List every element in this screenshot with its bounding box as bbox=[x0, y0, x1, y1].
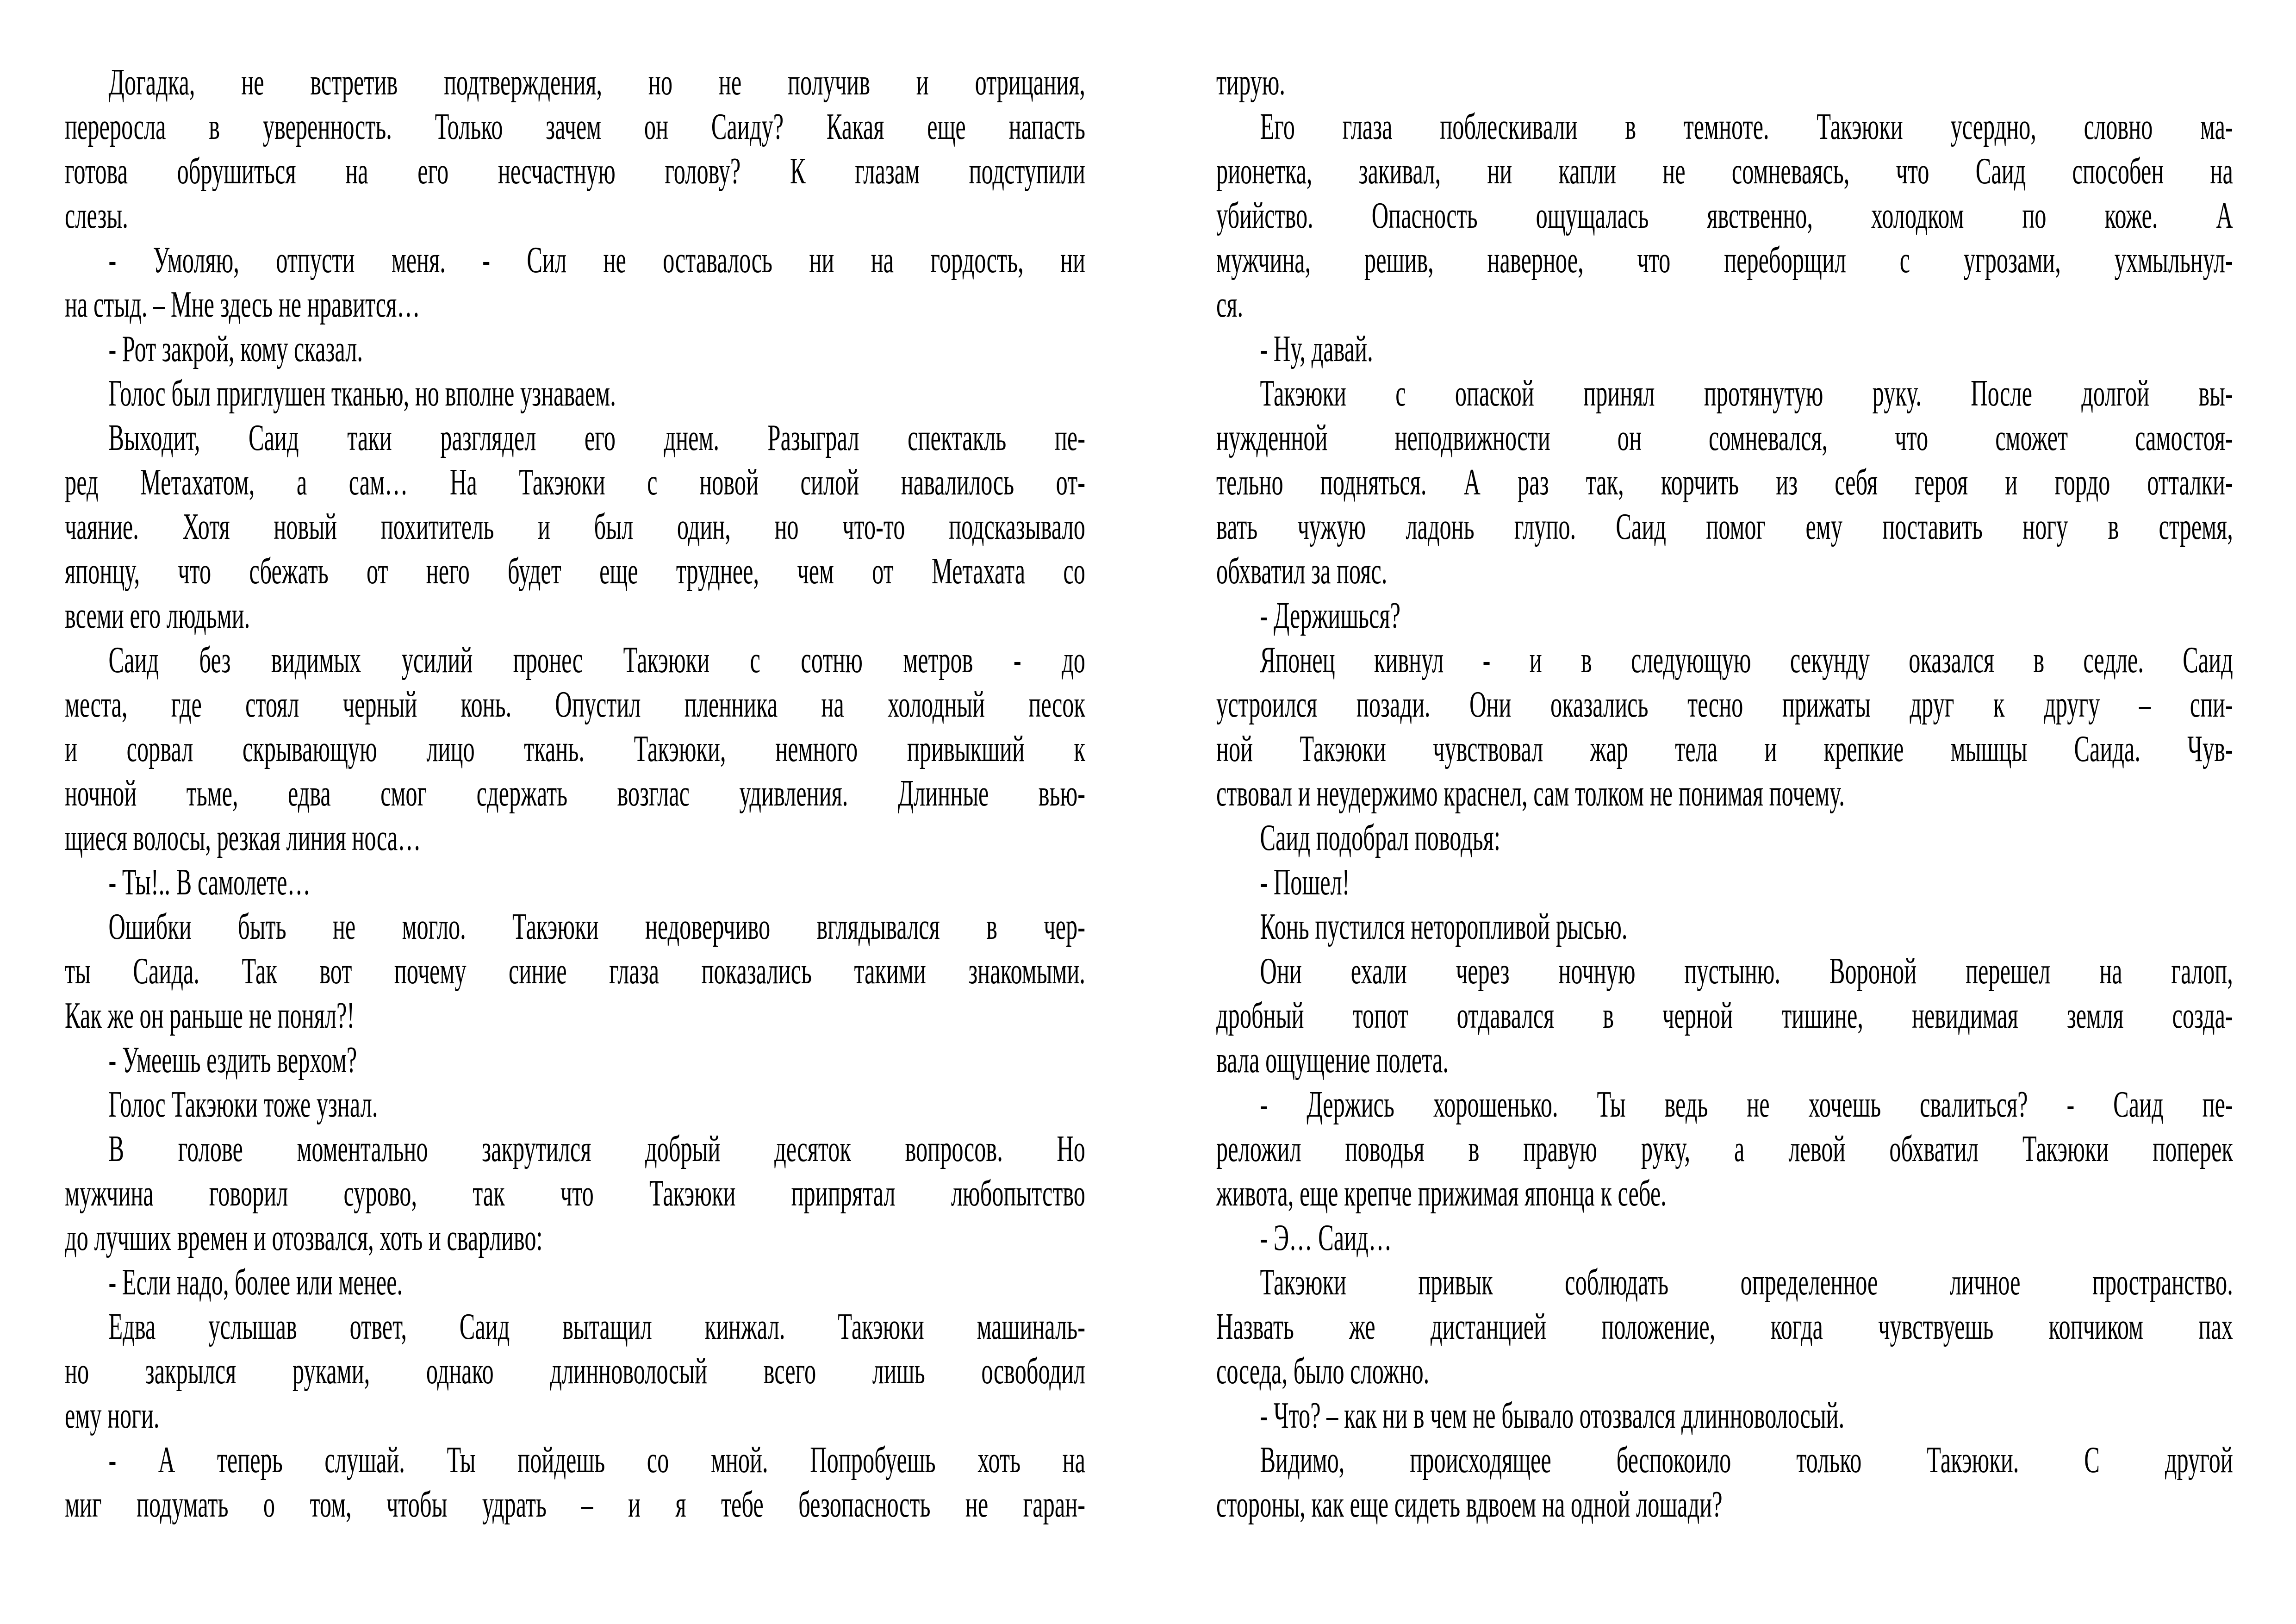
text-line: слезы. bbox=[65, 195, 128, 236]
text-line: Видимо, происходящее беспокоило только Такэюки. С другой bbox=[1260, 1440, 2233, 1480]
text-line: мужчина, решив, наверное, что переборщил с угрозами, ухмыльнул- bbox=[1216, 240, 2233, 281]
text-line: устроился позади. Они оказались тесно прижаты друг к другу – спи- bbox=[1216, 684, 2233, 725]
text-line: чаяние. Хотя новый похититель и был один, но что-то подсказывало bbox=[65, 506, 1085, 547]
text-line: - Держись хорошенько. Ты ведь не хочешь свалиться? - Саид пе- bbox=[1260, 1084, 2233, 1125]
text-line: Ошибки быть не могло. Такэюки недоверчиво вглядывался в чер- bbox=[108, 906, 1085, 947]
text-line: мужчина говорил сурово, так что Такэюки припрятал любопытство bbox=[65, 1173, 1085, 1214]
text-line: - Если надо, более или менее. bbox=[108, 1262, 403, 1303]
text-line: тельно подняться. А раз так, корчить из себя героя и гордо отталки- bbox=[1216, 462, 2233, 503]
text-column-right bbox=[1216, 60, 2233, 1527]
text-line: - Умоляю, отпусти меня. - Сил не оставалось ни на гордость, ни bbox=[108, 240, 1085, 281]
text-line: миг подумать о том, чтобы удрать – и я тебе безопасность не гаран- bbox=[65, 1484, 1085, 1525]
text-line: Конь пустился неторопливой рысью. bbox=[1260, 906, 1628, 947]
text-line: до лучших времен и отозвался, хоть и сварливо: bbox=[65, 1218, 543, 1258]
text-line: на стыд. – Мне здесь не нравится… bbox=[65, 284, 420, 325]
text-line: Едва услышав ответ, Саид вытащил кинжал. Такэюки машиналь- bbox=[108, 1306, 1085, 1347]
text-line: рионетка, закивал, ни капли не сомневаясь, что Саид способен на bbox=[1216, 151, 2233, 192]
text-line: ной Такэюки чувствовал жар тела и крепкие мышцы Саида. Чув- bbox=[1216, 729, 2233, 769]
text-line: вала ощущение полета. bbox=[1216, 1040, 1449, 1081]
text-line: Его глаза поблескивали в темноте. Такэюки усердно, словно ма- bbox=[1260, 106, 2233, 147]
text-line: живота, еще крепче прижимая японца к себе. bbox=[1216, 1173, 1667, 1214]
text-line: и сорвал скрывающую лицо ткань. Такэюки, немного привыкший к bbox=[65, 729, 1085, 769]
text-line: но закрылся руками, однако длинноволосый всего лишь освободил bbox=[65, 1351, 1085, 1392]
text-line: тирую. bbox=[1216, 62, 1285, 103]
text-column-left bbox=[65, 60, 1085, 1527]
text-line: - А теперь слушай. Ты пойдешь со мной. Попробуешь хоть на bbox=[108, 1440, 1085, 1480]
text-line: ему ноги. bbox=[65, 1395, 160, 1436]
text-line: переросла в уверенность. Только зачем он Саиду? Какая еще напасть bbox=[65, 106, 1085, 147]
text-line: дробный топот отдавался в черной тишине, невидимая земля созда- bbox=[1216, 995, 2233, 1036]
text-line: всеми его людьми. bbox=[65, 595, 250, 636]
text-line: Такэюки привык соблюдать определенное личное пространство. bbox=[1260, 1262, 2233, 1303]
text-line: - Что? – как ни в чем не бывало отозвался длинноволосый. bbox=[1260, 1395, 1845, 1436]
text-line: готова обрушиться на его несчастную голову? К глазам подступили bbox=[65, 151, 1085, 192]
text-line: - Умеешь ездить верхом? bbox=[108, 1040, 357, 1081]
text-line: - Э… Саид… bbox=[1260, 1218, 1392, 1258]
text-line: убийство. Опасность ощущалась явственно, холодком по коже. А bbox=[1216, 195, 2233, 236]
text-line: Саид без видимых усилий пронес Такэюки с сотню метров - до bbox=[108, 640, 1085, 681]
text-line: ся. bbox=[1216, 284, 1244, 325]
text-line: обхватил за пояс. bbox=[1216, 551, 1388, 592]
text-line: Саид подобрал поводья: bbox=[1260, 818, 1500, 858]
text-line: ствовал и неудержимо краснел, сам толком не понимая почему. bbox=[1216, 773, 1845, 814]
text-line: - Держишься? bbox=[1260, 595, 1400, 636]
text-line: места, где стоял черный конь. Опустил пленника на холодный песок bbox=[65, 684, 1085, 725]
text-line: В голове моментально закрутился добрый десяток вопросов. Но bbox=[108, 1129, 1085, 1169]
text-line: ред Метахатом, а сам… На Такэюки с новой силой навалилось от- bbox=[65, 462, 1085, 503]
text-line: соседа, было сложно. bbox=[1216, 1351, 1430, 1392]
text-line: щиеся волосы, резкая линия носа… bbox=[65, 818, 421, 858]
text-line: - Ну, давай. bbox=[1260, 329, 1373, 369]
text-line: - Рот закрой, кому сказал. bbox=[108, 329, 363, 369]
text-line: Как же он раньше не понял?! bbox=[65, 995, 355, 1036]
text-line: Японец кивнул - и в следующую секунду оказался в седле. Саид bbox=[1260, 640, 2233, 681]
text-line: реложил поводья в правую руку, а левой обхватил Такэюки поперек bbox=[1216, 1129, 2233, 1169]
text-line: Голос был приглушен тканью, но вполне узнаваем. bbox=[108, 373, 616, 414]
text-line: Догадка, не встретив подтверждения, но не получив и отрицания, bbox=[108, 62, 1085, 103]
text-line: нужденной неподвижности он сомневался, что сможет самостоя- bbox=[1216, 418, 2233, 458]
text-line: вать чужую ладонь глупо. Саид помог ему поставить ногу в стремя, bbox=[1216, 506, 2233, 547]
text-line: Голос Такэюки тоже узнал. bbox=[108, 1084, 378, 1125]
text-line: ты Саида. Так вот почему синие глаза показались такими знакомыми. bbox=[65, 951, 1085, 992]
text-line: - Пошел! bbox=[1260, 862, 1350, 903]
text-line: Они ехали через ночную пустыню. Вороной перешел на галоп, bbox=[1260, 951, 2233, 992]
text-line: Назвать же дистанцией положение, когда чувствуешь копчиком пах bbox=[1216, 1306, 2233, 1347]
text-line: японцу, что сбежать от него будет еще труднее, чем от Метахата со bbox=[65, 551, 1085, 592]
text-line: ночной тьме, едва смог сдержать возглас удивления. Длинные вью- bbox=[65, 773, 1085, 814]
text-line: стороны, как еще сидеть вдвоем на одной лошади? bbox=[1216, 1484, 1723, 1525]
text-line: Выходит, Саид таки разглядел его днем. Разыграл спектакль пе- bbox=[108, 418, 1085, 458]
text-line: - Ты!.. В самолете… bbox=[108, 862, 311, 903]
text-line: Такэюки с опаской принял протянутую руку. После долгой вы- bbox=[1260, 373, 2233, 414]
